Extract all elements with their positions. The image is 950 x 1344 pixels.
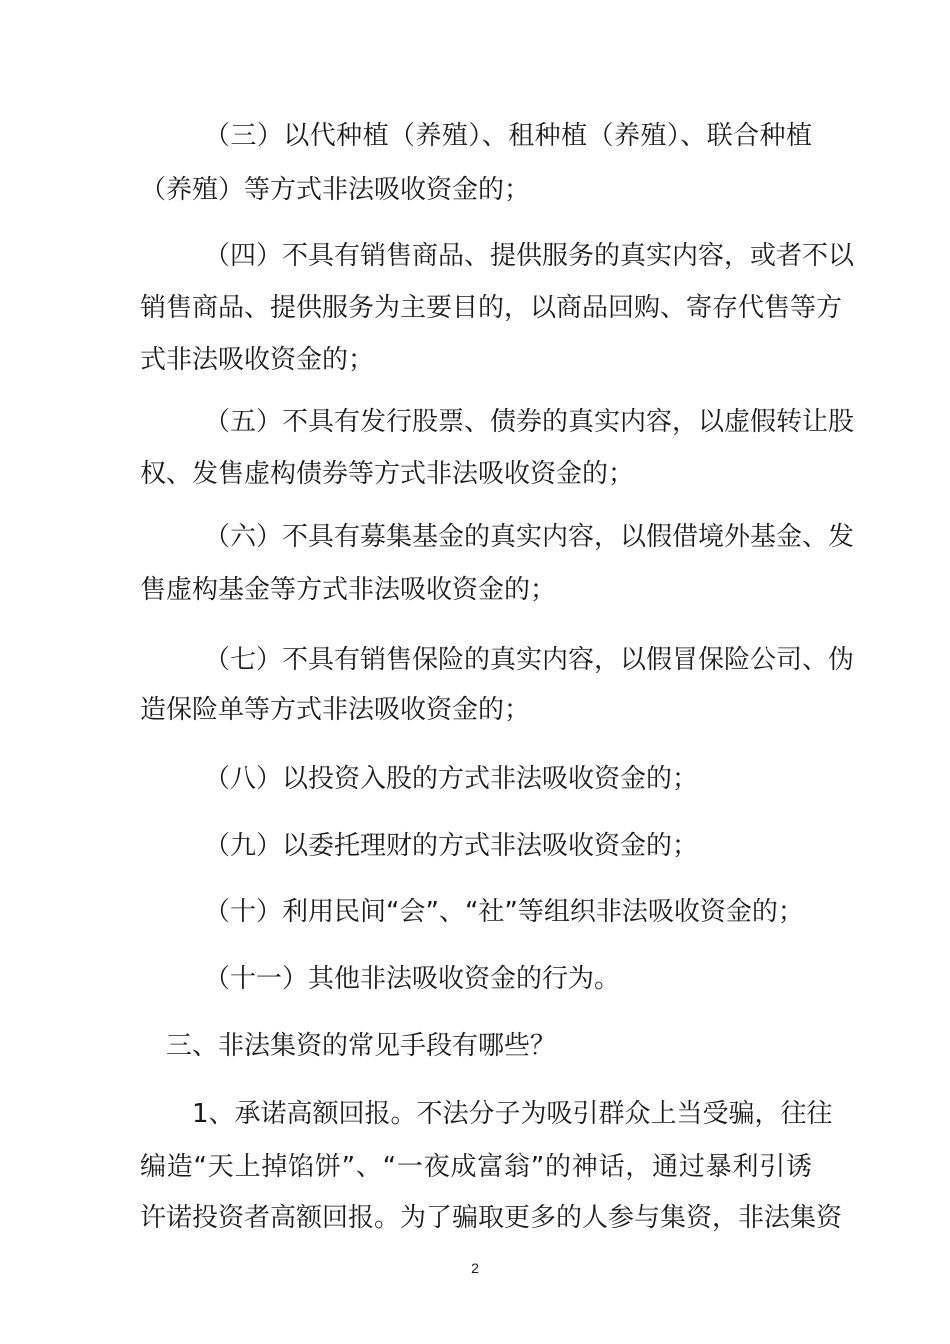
paragraph-11: （十一）其他非法吸收资金的行为。 bbox=[204, 964, 621, 994]
paragraph-5-line-2: 权、发售虚构债券等方式非法吸收资金的； bbox=[140, 459, 635, 489]
paragraph-7-line-2: 造保险单等方式非法吸收资金的； bbox=[140, 695, 531, 725]
paragraph-10: （十）利用民间“会”、“社”等组织非法吸收资金的； bbox=[204, 897, 804, 927]
paragraph-7-line-1: （七）不具有销售保险的真实内容，以假冒保险公司、伪 bbox=[204, 645, 855, 675]
paragraph-4-line-1: （四）不具有销售商品、提供服务的真实内容，或者不以 bbox=[204, 241, 855, 271]
paragraph-3-line-1: （三）以代种植（养殖）、租种植（养殖）、联合种植 bbox=[204, 121, 812, 151]
paragraph-4-line-3: 式非法吸收资金的； bbox=[140, 345, 375, 375]
paragraph-9: （九）以委托理财的方式非法吸收资金的； bbox=[204, 831, 699, 861]
paragraph-6-line-1: （六）不具有募集基金的真实内容，以假借境外基金、发 bbox=[204, 522, 855, 552]
paragraph-4-line-2: 销售商品、提供服务为主要目的，以商品回购、寄存代售等方 bbox=[140, 293, 843, 323]
paragraph-12-line-1: 1、承诺高额回报。不法分子为吸引群众上当受骗，往往 bbox=[192, 1099, 833, 1129]
paragraph-8: （八）以投资入股的方式非法吸收资金的； bbox=[204, 764, 699, 794]
section-heading: 三、非法集资的常见手段有哪些？ bbox=[166, 1031, 557, 1061]
paragraph-5-line-1: （五）不具有发行股票、债券的真实内容，以虚假转让股 bbox=[204, 407, 855, 437]
paragraph-12-line-3: 许诺投资者高额回报。为了骗取更多的人参与集资，非法集资 bbox=[140, 1203, 843, 1233]
paragraph-6-line-2: 售虚构基金等方式非法吸收资金的； bbox=[140, 575, 557, 605]
paragraph-12-line-2: 编造“天上掉馅饼”、“一夜成富翁”的神话，通过暴利引诱 bbox=[140, 1152, 812, 1182]
page-number: 2 bbox=[471, 1260, 479, 1276]
paragraph-3-line-2: （养殖）等方式非法吸收资金的； bbox=[140, 175, 531, 205]
